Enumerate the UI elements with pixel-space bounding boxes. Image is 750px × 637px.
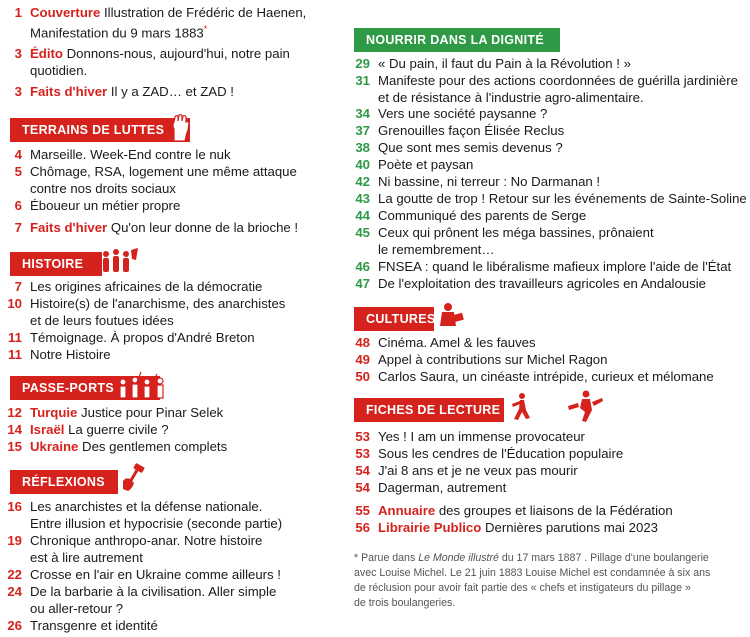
page-number: 49 <box>355 352 370 367</box>
entry-title: Yes ! I am un immense provocateur <box>378 429 585 444</box>
page-number: 26 <box>7 618 22 633</box>
footnote-line: de trois boulangeries. <box>354 597 456 609</box>
reading-figure-icon <box>436 300 466 330</box>
section-header-fiches: FICHES DE LECTURE <box>354 398 504 422</box>
section-header-terrains: TERRAINS DE LUTTES <box>10 118 190 142</box>
page-number: 7 <box>14 279 22 294</box>
page-number: 3 <box>14 84 22 99</box>
entry-keyword: Librairie Publico <box>378 520 482 535</box>
entry-title-line2: et de résistance à l'industrie agro-alimentaire. <box>378 90 644 105</box>
entry-title-line2: contre nos droits sociaux <box>30 181 176 196</box>
page-number: 53 <box>355 446 370 461</box>
entry-title: Chronique anthropo-anar. Notre histoire <box>30 533 263 548</box>
page-number: 11 <box>8 347 22 362</box>
entry-keyword: Ukraine <box>30 439 79 454</box>
entry-keyword: Couverture <box>30 5 101 20</box>
page-number: 29 <box>355 56 370 71</box>
entry-title: Carlos Saura, un cinéaste intrépide, curieux et mélomane <box>378 369 714 384</box>
entry-title: Poète et paysan <box>378 157 474 172</box>
section-header-cultures: CULTURES <box>354 307 434 331</box>
entry-title-line2: Manifestation du 9 mars 1883 <box>30 25 204 41</box>
entry-title-line2: quotidien. <box>30 63 88 78</box>
footnote-line: de réclusion pour avoir fait partie des « chefs et instigateurs du pillage » <box>354 582 691 594</box>
footnote-line: avec Louise Michel. Le 21 juin 1883 Louise Michel est condamnée à six ans <box>354 567 711 579</box>
entry-title: De l'exploitation des travailleurs agricoles en Andalousie <box>378 276 706 291</box>
entry-keyword: Faits d'hiver <box>30 220 108 235</box>
entry-title: Qu'on leur donne de la brioche ! <box>107 220 299 235</box>
footnote-mark: * <box>203 24 208 34</box>
entry-title: Illustration de Frédéric de Haenen, <box>100 5 307 20</box>
page-number: 22 <box>7 567 22 582</box>
page-number: 24 <box>7 584 22 599</box>
page-number: 14 <box>7 422 22 437</box>
entry-title: Crosse en l'air en Ukraine comme ailleurs ! <box>30 567 281 582</box>
entry-title: « Du pain, il faut du Pain à la Révolution ! » <box>378 56 631 71</box>
entry-title: FNSEA : quand le libéralisme mafieux implore l'aide de l'État <box>378 259 732 274</box>
entry-keyword: Faits d'hiver <box>30 84 108 99</box>
crowd-icon <box>98 246 140 276</box>
entry-title: Des gentlemen complets <box>78 439 228 454</box>
entry-title: Témoignage. À propos d'André Breton <box>30 330 255 345</box>
entry-title: De la barbarie à la civilisation. Aller simple <box>30 584 277 599</box>
entry-title: Appel à contributions sur Michel Ragon <box>378 352 608 367</box>
entry-title: La guerre civile ? <box>64 422 169 437</box>
page-number: 15 <box>7 439 22 454</box>
page-number: 19 <box>7 533 22 548</box>
entry-keyword: Turquie <box>30 405 78 420</box>
hand-hammer-icon <box>120 463 148 493</box>
entry-keyword: Édito <box>30 46 63 61</box>
page-number: 1 <box>14 5 22 20</box>
page-number: 43 <box>355 191 370 206</box>
entry-title: Notre Histoire <box>30 347 111 362</box>
page-number: 5 <box>14 164 22 179</box>
entry-title: Dernières parutions mai 2023 <box>481 520 658 535</box>
entry-title: Éboueur un métier propre <box>30 198 181 213</box>
page-number: 11 <box>8 330 22 345</box>
entry-title: La goutte de trop ! Retour sur les événements de Sainte-Soline <box>378 191 747 206</box>
page-number: 34 <box>355 106 370 121</box>
entry-title: Histoire(s) de l'anarchisme, des anarchistes <box>30 296 286 311</box>
entry-title: Les origines africaines de la démocratie <box>30 279 263 294</box>
page-number: 45 <box>355 225 370 240</box>
protest-crowd-icon <box>115 370 171 400</box>
section-header-nourrir: NOURRIR DANS LA DIGNITÉ <box>354 28 560 52</box>
entry-title: Cinéma. Amel & les fauves <box>378 335 536 350</box>
page-number: 46 <box>355 259 370 274</box>
entry-title: Dagerman, autrement <box>378 480 507 495</box>
section-header-reflexions: RÉFLEXIONS <box>10 470 118 494</box>
page-number: 37 <box>355 123 370 138</box>
entry-title: Que sont mes semis devenus ? <box>378 140 563 155</box>
page-number: 10 <box>7 296 22 311</box>
entry-title-line2: ou aller-retour ? <box>30 601 124 616</box>
page-number: 48 <box>355 335 370 350</box>
entry-title: J'ai 8 ans et je ne veux pas mourir <box>378 463 578 478</box>
page-number: 56 <box>355 520 370 535</box>
page-number: 31 <box>355 73 370 88</box>
page-number: 47 <box>355 276 370 291</box>
entry-title: des groupes et liaisons de la Fédération <box>435 503 673 518</box>
page-number: 40 <box>355 157 370 172</box>
entry-title: Communiqué des parents de Serge <box>378 208 587 223</box>
page-number: 38 <box>355 140 370 155</box>
page-number: 54 <box>355 480 370 495</box>
entry-title: Justice pour Pinar Selek <box>77 405 224 420</box>
page-number: 16 <box>7 499 22 514</box>
page-number: 42 <box>355 174 370 189</box>
entry-title-line2: et de leurs foutues idées <box>30 313 174 328</box>
section-header-passe-ports: PASSE-PORTS <box>10 376 160 400</box>
page-number: 7 <box>14 220 22 235</box>
page-number: 4 <box>14 147 22 162</box>
entry-title-line2: le remembrement… <box>378 242 495 257</box>
entry-keyword: Annuaire <box>378 503 436 518</box>
entry-title: Transgenre et identité <box>30 618 158 633</box>
page-number: 54 <box>355 463 370 478</box>
page-number: 44 <box>355 208 370 223</box>
entry-title: Grenouilles façon Élisée Reclus <box>378 123 565 138</box>
entry-title-line2: est à lire autrement <box>30 550 143 565</box>
page-number: 53 <box>355 429 370 444</box>
entry-title: Chômage, RSA, logement une même attaque <box>30 164 297 179</box>
readers-icon <box>508 386 608 426</box>
page-number: 50 <box>355 369 370 384</box>
page-number: 3 <box>14 46 22 61</box>
section-header-histoire: HISTOIRE <box>10 252 102 276</box>
page-number: 6 <box>14 198 22 213</box>
entry-title: Sous les cendres de l'Éducation populaire <box>378 446 624 461</box>
raised-fist-icon <box>168 113 192 143</box>
page-number: 55 <box>355 503 370 518</box>
entry-title: Marseille. Week-End contre le nuk <box>30 147 231 162</box>
entry-title: Ni bassine, ni terreur : No Darmanan ! <box>378 174 601 189</box>
entry-keyword: Israël <box>30 422 65 437</box>
footnote-line: * Parue dans Le Monde illustré du 17 mars 1887 . Pillage d'une boulangerie <box>354 552 709 564</box>
entry-title-line2: Entre illusion et hypocrisie (seconde partie) <box>30 516 283 531</box>
entry-title: Ceux qui prônent les méga bassines, prônaient <box>378 225 654 240</box>
entry-title: Les anarchistes et la défense nationale. <box>30 499 263 514</box>
entry-title: Donnons-nous, aujourd'hui, notre pain <box>62 46 290 61</box>
entry-title: Il y a ZAD… et ZAD ! <box>107 84 234 99</box>
page-number: 12 <box>7 405 22 420</box>
entry-title: Manifeste pour des actions coordonnées de guérilla jardinière <box>378 73 738 88</box>
entry-title: Vers une société paysanne ? <box>378 106 548 121</box>
